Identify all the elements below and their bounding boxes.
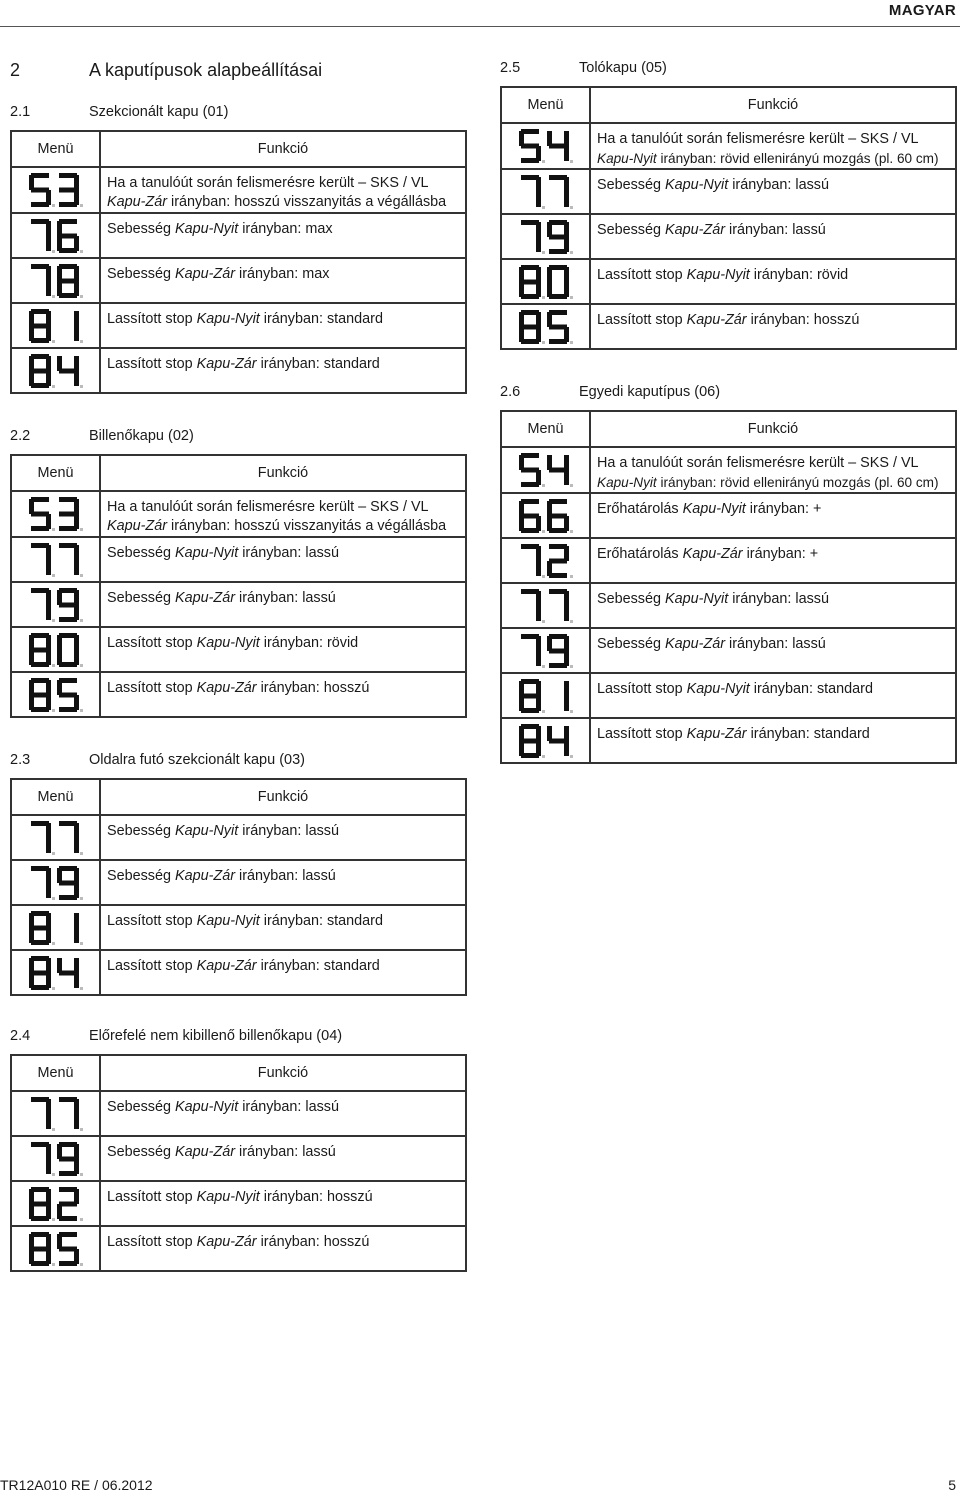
menu-code-cell — [501, 583, 590, 628]
menu-code-cell — [11, 672, 100, 717]
direction-term: Kapu-Zár — [196, 680, 257, 696]
function-cell — [100, 672, 466, 717]
menu-column-header: Menü — [501, 87, 590, 123]
function-text — [107, 867, 459, 886]
function-text — [107, 589, 459, 608]
document-code: TR12A010 RE / 06.2012 — [0, 1477, 153, 1493]
segment-display-icon — [27, 308, 85, 344]
section-number: 2.4 — [10, 1028, 31, 1044]
segment-display-icon — [27, 632, 85, 668]
table-row — [11, 1091, 466, 1136]
menu-code-cell — [11, 213, 100, 258]
menu-code-cell — [11, 167, 100, 213]
page-title-number: 2 — [10, 60, 21, 80]
page-number: 5 — [948, 1477, 956, 1493]
table-row — [11, 213, 466, 258]
function-text-part: Lassított stop — [107, 1234, 197, 1250]
menu-code-cell — [501, 718, 590, 763]
function-text — [107, 679, 459, 698]
function-text-part: irányban: standard — [256, 356, 380, 372]
function-text-part: irányban: rövid ellenirányú mozgás (pl. 60 cm) — [656, 475, 939, 490]
direction-term: Kapu-Zár — [175, 1144, 236, 1160]
section-number: 2.2 — [10, 428, 31, 444]
function-text-part: irányban: lassú — [725, 636, 826, 652]
table-row — [501, 493, 956, 538]
function-text-part: Sebesség — [107, 590, 176, 606]
function-text-part: irányban: lassú — [238, 1099, 339, 1115]
menu-code-cell — [501, 447, 590, 493]
table-row — [11, 348, 466, 393]
table-header-row — [11, 1055, 466, 1091]
direction-term: Kapu-Zár — [175, 590, 236, 606]
menu-code-cell — [11, 1136, 100, 1181]
table-row — [11, 815, 466, 860]
section-number: 2.3 — [10, 752, 31, 768]
direction-term: Kapu-Zár — [665, 222, 726, 238]
function-text-part: Ha a tanulóút során felismerésre került – SKS / VL — [107, 175, 429, 191]
function-text-part: Lassított stop — [107, 311, 197, 327]
function-text-part: Sebesség — [107, 545, 176, 561]
menu-code-cell — [11, 258, 100, 303]
segment-display-icon — [517, 678, 575, 714]
function-text — [597, 311, 949, 330]
function-text-part: Lassított stop — [107, 635, 197, 651]
menu-code-cell — [501, 259, 590, 304]
menu-code-cell — [11, 1181, 100, 1226]
direction-term: Kapu-Zár — [175, 266, 236, 282]
function-text — [107, 1233, 459, 1252]
section-heading — [500, 60, 667, 76]
menu-code-cell — [501, 538, 590, 583]
function-text-part: Sebesség — [597, 177, 666, 193]
direction-term: Kapu-Nyit — [597, 151, 657, 166]
menu-column-header: Menü — [501, 411, 590, 447]
table-row — [11, 258, 466, 303]
table-header-row — [11, 779, 466, 815]
section-number: 2.6 — [500, 384, 521, 400]
table-row — [11, 950, 466, 995]
table-header-row — [11, 131, 466, 167]
segment-display-icon — [27, 218, 85, 254]
language-label: MAGYAR — [888, 2, 956, 19]
function-text — [597, 454, 949, 473]
table-header-row — [11, 455, 466, 491]
section-heading — [10, 752, 305, 768]
function-text-part: Ha a tanulóút során felismerésre került – SKS / VL — [597, 131, 919, 147]
direction-term: Kapu-Nyit — [175, 823, 239, 839]
function-text-part: Ha a tanulóút során felismerésre került – SKS / VL — [597, 455, 919, 471]
segment-display-icon — [27, 1186, 85, 1222]
function-cell — [590, 123, 956, 169]
table-row — [501, 538, 956, 583]
function-text — [107, 1098, 459, 1117]
menu-code-cell — [501, 493, 590, 538]
settings-table — [500, 86, 957, 350]
menu-code-cell — [11, 1091, 100, 1136]
function-column-header: Funkció — [100, 1055, 466, 1091]
section-title: Szekcionált kapu (01) — [89, 104, 229, 120]
table-row — [11, 860, 466, 905]
segment-display-icon — [27, 1096, 85, 1132]
function-text — [107, 517, 459, 536]
function-text-part: Sebesség — [597, 636, 666, 652]
function-text — [597, 176, 949, 195]
table-row — [11, 1181, 466, 1226]
function-text — [597, 590, 949, 609]
function-cell — [100, 167, 466, 213]
function-text-part: irányban: + — [742, 546, 819, 562]
function-text — [107, 544, 459, 563]
direction-term: Kapu-Zár — [175, 868, 236, 884]
function-text — [597, 680, 949, 699]
function-text-part: Lassított stop — [107, 356, 197, 372]
menu-column-header: Menü — [11, 131, 100, 167]
function-text — [107, 957, 459, 976]
function-text-part: irányban: hosszú — [259, 1189, 373, 1205]
function-text-part: Lassított stop — [107, 913, 197, 929]
table-header-row — [501, 87, 956, 123]
direction-term: Kapu-Nyit — [196, 635, 260, 651]
function-text-part: Erőhatárolás — [597, 501, 683, 517]
segment-display-icon — [517, 588, 575, 624]
function-text-part: irányban: lassú — [728, 177, 829, 193]
function-column-header: Funkció — [100, 455, 466, 491]
direction-term: Kapu-Nyit — [597, 475, 657, 490]
settings-table — [10, 130, 467, 394]
function-text — [107, 822, 459, 841]
function-text — [597, 221, 949, 240]
menu-column-header: Menü — [11, 455, 100, 491]
function-text-part: irányban: hosszú — [256, 680, 370, 696]
settings-table — [500, 410, 957, 764]
segment-display-icon — [517, 633, 575, 669]
direction-term: Kapu-Zár — [665, 636, 726, 652]
settings-table — [10, 778, 467, 996]
section-number: 2.1 — [10, 104, 31, 120]
function-column-header: Funkció — [590, 87, 956, 123]
menu-code-cell — [501, 169, 590, 214]
function-cell — [100, 213, 466, 258]
function-cell — [100, 1091, 466, 1136]
function-text — [597, 130, 949, 149]
segment-display-icon — [517, 543, 575, 579]
function-text-part: Sebesség — [107, 1099, 176, 1115]
function-text-part: irányban: lassú — [238, 545, 339, 561]
direction-term: Kapu-Zár — [107, 194, 167, 210]
function-cell — [100, 627, 466, 672]
table-row — [501, 628, 956, 673]
direction-term: Kapu-Zár — [196, 1234, 257, 1250]
function-cell — [100, 860, 466, 905]
segment-display-icon — [27, 542, 85, 578]
direction-term: Kapu-Nyit — [196, 1189, 260, 1205]
table-row — [501, 718, 956, 763]
function-text — [107, 1143, 459, 1162]
function-text-part: irányban: standard — [259, 913, 383, 929]
function-cell — [590, 583, 956, 628]
function-cell — [100, 905, 466, 950]
menu-code-cell — [501, 628, 590, 673]
section-title: Tolókapu (05) — [579, 60, 667, 76]
function-text — [597, 635, 949, 654]
section-heading — [10, 104, 228, 120]
function-text-part: irányban: lassú — [235, 590, 336, 606]
function-cell — [590, 673, 956, 718]
function-cell — [100, 815, 466, 860]
table-row — [501, 673, 956, 718]
segment-display-icon — [517, 264, 575, 300]
menu-code-cell — [11, 627, 100, 672]
function-cell — [100, 950, 466, 995]
function-cell — [100, 491, 466, 537]
function-cell — [590, 538, 956, 583]
menu-column-header: Menü — [11, 1055, 100, 1091]
section-title: Oldalra futó szekcionált kapu (03) — [89, 752, 305, 768]
menu-code-cell — [11, 348, 100, 393]
direction-term: Kapu-Zár — [686, 312, 747, 328]
segment-display-icon — [27, 820, 85, 856]
table-row — [11, 582, 466, 627]
segment-display-icon — [27, 677, 85, 713]
section-number: 2.5 — [500, 60, 521, 76]
table-row — [11, 672, 466, 717]
function-cell — [100, 303, 466, 348]
function-text-part: irányban: rövid ellenirányú mozgás (pl. 60 cm) — [656, 151, 939, 166]
table-row — [11, 905, 466, 950]
function-cell — [100, 1226, 466, 1271]
segment-display-icon — [27, 955, 85, 991]
function-text-part: Sebesség — [107, 266, 176, 282]
function-cell — [590, 169, 956, 214]
function-text — [107, 220, 459, 239]
menu-code-cell — [11, 537, 100, 582]
menu-code-cell — [501, 673, 590, 718]
function-cell — [590, 493, 956, 538]
function-text-part: irányban: hosszú visszanyitás a végállásba — [167, 194, 447, 210]
function-text — [107, 174, 459, 193]
table-row — [11, 167, 466, 213]
function-text — [107, 1188, 459, 1207]
segment-display-icon — [517, 309, 575, 345]
direction-term: Kapu-Nyit — [665, 177, 729, 193]
table-row — [501, 304, 956, 349]
function-cell — [100, 348, 466, 393]
segment-display-icon — [517, 498, 575, 534]
function-cell — [590, 718, 956, 763]
table-row — [11, 627, 466, 672]
table-header-row — [501, 411, 956, 447]
function-text-part: irányban: standard — [746, 726, 870, 742]
function-cell — [590, 628, 956, 673]
menu-code-cell — [11, 582, 100, 627]
menu-code-cell — [501, 304, 590, 349]
direction-term: Kapu-Nyit — [686, 681, 750, 697]
table-row — [11, 1226, 466, 1271]
function-text — [597, 545, 949, 564]
settings-table — [10, 1054, 467, 1272]
function-text-part: irányban: standard — [256, 958, 380, 974]
function-cell — [100, 1136, 466, 1181]
function-text-part: irányban: lassú — [725, 222, 826, 238]
menu-code-cell — [11, 950, 100, 995]
table-row — [501, 447, 956, 493]
segment-display-icon — [27, 496, 85, 532]
segment-display-icon — [517, 128, 575, 164]
segment-display-icon — [27, 1141, 85, 1177]
segment-display-icon — [27, 172, 85, 208]
function-cell — [590, 304, 956, 349]
function-text — [597, 725, 949, 744]
segment-display-icon — [27, 910, 85, 946]
table-row — [501, 583, 956, 628]
function-text-part: irányban: lassú — [235, 868, 336, 884]
section-title: Billenőkapu (02) — [89, 428, 194, 444]
segment-display-icon — [27, 1231, 85, 1267]
function-text — [107, 912, 459, 931]
function-text-part: Lassított stop — [597, 267, 687, 283]
section-heading — [10, 1028, 342, 1044]
function-cell — [100, 582, 466, 627]
direction-term: Kapu-Nyit — [196, 913, 260, 929]
function-text-part: irányban: hosszú — [256, 1234, 370, 1250]
segment-display-icon — [27, 263, 85, 299]
function-text-part: irányban: standard — [259, 311, 383, 327]
function-text-part: Lassított stop — [597, 681, 687, 697]
section-title: Előrefelé nem kibillenő billenőkapu (04) — [89, 1028, 343, 1044]
direction-term: Kapu-Nyit — [665, 591, 729, 607]
function-text-part: Sebesség — [107, 1144, 176, 1160]
direction-term: Kapu-Nyit — [196, 311, 260, 327]
function-text-part: Sebesség — [597, 222, 666, 238]
function-text-part: Lassított stop — [107, 680, 197, 696]
menu-code-cell — [11, 860, 100, 905]
function-text — [597, 473, 949, 492]
function-text — [597, 149, 949, 168]
function-column-header: Funkció — [100, 131, 466, 167]
function-text-part: Ha a tanulóút során felismerésre került – SKS / VL — [107, 499, 429, 515]
segment-display-icon — [27, 353, 85, 389]
function-text-part: irányban: max — [238, 221, 333, 237]
function-text-part: Sebesség — [107, 221, 176, 237]
page-title — [10, 60, 322, 81]
menu-column-header: Menü — [11, 779, 100, 815]
function-text — [107, 498, 459, 517]
segment-display-icon — [27, 587, 85, 623]
function-text-part: Sebesség — [107, 868, 176, 884]
table-row — [501, 214, 956, 259]
settings-table — [10, 454, 467, 718]
function-text-part: irányban: lassú — [728, 591, 829, 607]
menu-code-cell — [11, 815, 100, 860]
function-cell — [590, 447, 956, 493]
menu-code-cell — [11, 905, 100, 950]
language-header — [0, 0, 960, 27]
segment-display-icon — [27, 865, 85, 901]
segment-display-icon — [517, 452, 575, 488]
function-text-part: Lassított stop — [597, 726, 687, 742]
direction-term: Kapu-Zár — [682, 546, 743, 562]
menu-code-cell — [11, 303, 100, 348]
function-text-part: irányban: max — [235, 266, 330, 282]
direction-term: Kapu-Zár — [107, 518, 167, 534]
function-column-header: Funkció — [100, 779, 466, 815]
function-text-part: irányban: hosszú visszanyitás a végállásba — [167, 518, 447, 534]
section-title: Egyedi kaputípus (06) — [579, 384, 721, 400]
direction-term: Kapu-Nyit — [175, 545, 239, 561]
direction-term: Kapu-Zár — [196, 958, 257, 974]
function-text — [107, 310, 459, 329]
table-row — [11, 303, 466, 348]
function-text — [107, 634, 459, 653]
function-cell — [100, 258, 466, 303]
direction-term: Kapu-Zár — [686, 726, 747, 742]
function-text-part: Lassított stop — [107, 958, 197, 974]
direction-term: Kapu-Zár — [196, 356, 257, 372]
table-row — [11, 1136, 466, 1181]
page-title-text: A kaputípusok alapbeállításai — [89, 60, 323, 80]
function-text-part: Sebesség — [597, 591, 666, 607]
table-row — [11, 491, 466, 537]
direction-term: Kapu-Nyit — [175, 221, 239, 237]
function-column-header: Funkció — [590, 411, 956, 447]
direction-term: Kapu-Nyit — [682, 501, 746, 517]
menu-code-cell — [11, 1226, 100, 1271]
function-text — [107, 193, 459, 212]
function-text — [597, 500, 949, 519]
function-cell — [590, 214, 956, 259]
function-text-part: Lassított stop — [597, 312, 687, 328]
menu-code-cell — [11, 491, 100, 537]
function-cell — [100, 1181, 466, 1226]
function-text — [107, 265, 459, 284]
function-text — [597, 266, 949, 285]
function-cell — [590, 259, 956, 304]
function-text-part: irányban: lassú — [238, 823, 339, 839]
segment-display-icon — [517, 174, 575, 210]
function-text-part: irányban: + — [745, 501, 822, 517]
function-text-part: irányban: rövid — [749, 267, 849, 283]
menu-code-cell — [501, 214, 590, 259]
function-text-part: Sebesség — [107, 823, 176, 839]
table-row — [501, 123, 956, 169]
function-text-part: irányban: rövid — [259, 635, 359, 651]
function-text-part: irányban: lassú — [235, 1144, 336, 1160]
table-row — [501, 169, 956, 214]
function-text-part: Lassított stop — [107, 1189, 197, 1205]
function-text-part: irányban: hosszú — [746, 312, 860, 328]
table-row — [501, 259, 956, 304]
function-text — [107, 355, 459, 374]
function-text-part: Erőhatárolás — [597, 546, 683, 562]
table-row — [11, 537, 466, 582]
function-cell — [100, 537, 466, 582]
segment-display-icon — [517, 723, 575, 759]
section-heading — [10, 428, 194, 444]
direction-term: Kapu-Nyit — [175, 1099, 239, 1115]
section-heading — [500, 384, 720, 400]
segment-display-icon — [517, 219, 575, 255]
function-text-part: irányban: standard — [749, 681, 873, 697]
direction-term: Kapu-Nyit — [686, 267, 750, 283]
menu-code-cell — [501, 123, 590, 169]
